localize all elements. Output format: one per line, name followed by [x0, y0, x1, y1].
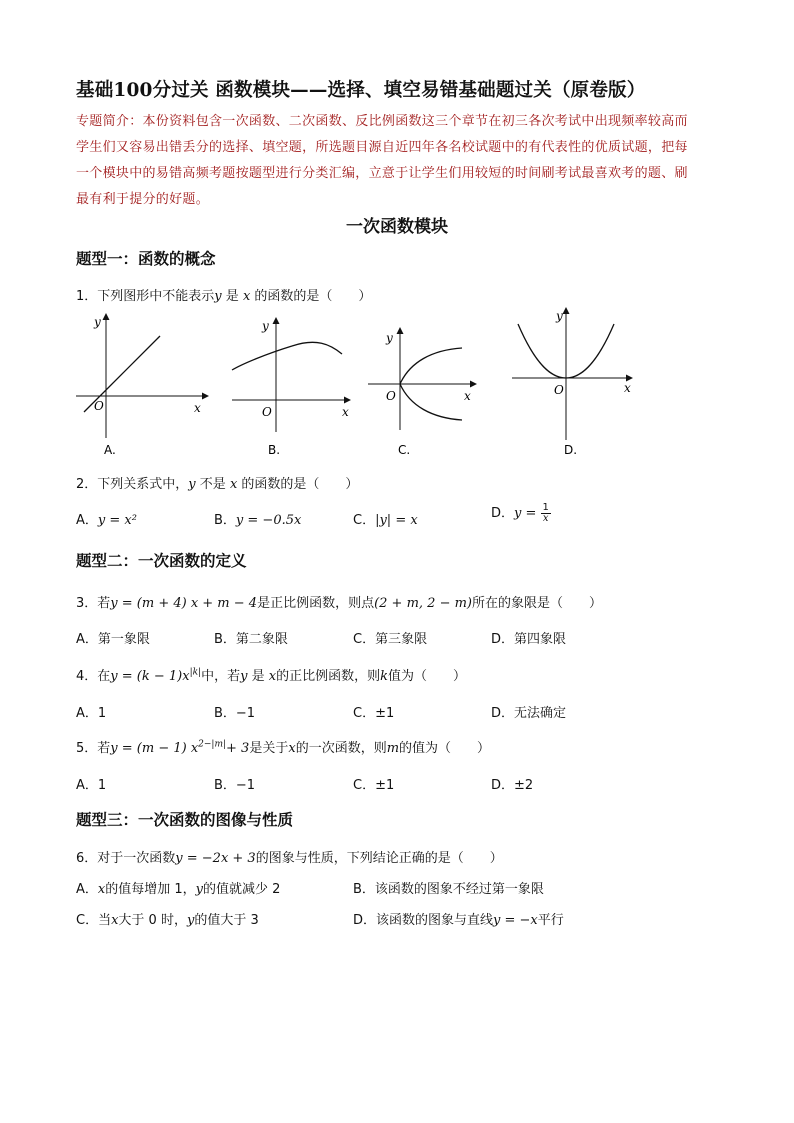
graph-b: [226, 314, 356, 458]
q3-option-a: A．第一象限: [76, 632, 150, 647]
question-text: 1．下列图形中不能表示: [76, 289, 215, 304]
axis-label-y: y: [262, 319, 269, 333]
math-var: x: [229, 477, 238, 492]
option-text: 大于 0 时，: [118, 913, 187, 928]
option-label: D.: [564, 443, 578, 457]
intro-line-4: 最有利于提分的好题。: [76, 192, 210, 207]
q5-option-c: C．±1: [353, 778, 395, 793]
question-2: [76, 473, 358, 492]
q2-option-d: [491, 502, 551, 524]
option-label: D．该函数的图象与直线: [353, 913, 494, 928]
question-text: 3．若: [76, 596, 111, 611]
intro-line-2: 学生们又容易出错丢分的选择、填空题，所选题目源自近四年各名校试题中的有代表性的优质试题，把每: [76, 140, 688, 155]
q2-option-b: [214, 509, 301, 528]
option-text: 平行: [537, 913, 564, 928]
math-exponent: 2−|m|: [198, 739, 227, 750]
section-title-2: 题型二：一次函数的定义: [76, 551, 247, 570]
math-var: y: [188, 477, 196, 492]
chapter-title: 一次函数模块: [346, 217, 448, 237]
option-text: 的值每增加 1，: [105, 882, 196, 897]
math-var: y: [186, 913, 195, 928]
math-var: y: [214, 289, 222, 304]
question-4: [76, 665, 466, 684]
question-text: 中，若: [201, 669, 241, 684]
function-curve: [232, 342, 342, 370]
math-expr: y = (k − 1)x: [110, 669, 190, 684]
axis-label-x: x: [342, 405, 349, 419]
option-label: C．当: [76, 913, 112, 928]
math-expr: y = −2x + 3: [175, 851, 256, 866]
option-text: 的值大于 3: [194, 913, 259, 928]
math-var: x: [288, 741, 296, 756]
q6-option-c: [76, 909, 259, 928]
origin-label: O: [554, 383, 564, 397]
question-text: 不是: [199, 477, 226, 492]
question-text: 的一次函数，则: [295, 741, 387, 756]
question-text: 值为（ ）: [388, 669, 467, 684]
question-text: 所在的象限是（ ）: [472, 596, 603, 611]
q4-option-c: C．±1: [353, 706, 395, 721]
question-text: 是正比例函数，则点: [257, 596, 375, 611]
option-label: C．: [353, 513, 376, 528]
fraction-denominator: x: [542, 513, 549, 524]
math-expr: |y| = x: [375, 513, 418, 528]
q3-option-c: C．第三象限: [353, 632, 428, 647]
option-label: A．: [76, 513, 98, 528]
math-expr: + 3: [226, 741, 250, 756]
math-expr: y = (m + 4) x + m − 4: [110, 596, 258, 611]
option-label: A.: [104, 443, 116, 457]
q5-option-b: B．−1: [214, 778, 256, 793]
math-var: x: [268, 669, 277, 684]
q5-option-d: D．±2: [491, 778, 534, 793]
intro-line-1: 专题简介：本份资料包含一次函数、二次函数、反比例函数这三个章节在初三各次考试中出现频率较高而: [76, 114, 688, 129]
question-text: 的值为（ ）: [399, 741, 491, 756]
math-var: x: [111, 913, 119, 928]
origin-label: O: [386, 389, 396, 403]
option-label: C.: [398, 443, 411, 457]
math-expr: y = −0.5x: [235, 513, 302, 528]
q6-option-a: [76, 878, 280, 897]
axis-label-y: y: [556, 309, 563, 323]
math-var: x: [97, 882, 106, 897]
axis-label-x: x: [624, 381, 631, 395]
axis-label-x: x: [464, 389, 471, 403]
math-expr: (2 + m, 2 − m): [374, 596, 472, 611]
graph-a: [72, 308, 212, 458]
question-text: 的函数的是（ ）: [254, 289, 372, 304]
question-text: 5．若: [76, 741, 111, 756]
option-label: A．: [76, 882, 98, 897]
question-1: [76, 285, 371, 304]
graph-c: [366, 326, 482, 458]
q2-option-c: [353, 509, 418, 528]
fraction-numerator: 1: [542, 502, 549, 513]
math-var: y: [195, 882, 204, 897]
q3-option-d: D．第四象限: [491, 632, 567, 647]
math-var: k: [380, 669, 389, 684]
question-text: 是关于: [249, 741, 289, 756]
q6-option-b: B．该函数的图象不经过第一象限: [353, 882, 544, 897]
math-exponent: |k|: [189, 667, 202, 678]
q4-option-a: A．1: [76, 706, 107, 721]
question-text: 6．对于一次函数: [76, 851, 176, 866]
question-text: 的函数的是（ ）: [241, 477, 359, 492]
q6-option-d: [353, 909, 564, 928]
q5-option-a: A．1: [76, 778, 107, 793]
question-text: 4．在: [76, 669, 111, 684]
question-text: 是: [251, 669, 265, 684]
q4-option-b: B．−1: [214, 706, 256, 721]
math-var: y: [240, 669, 248, 684]
question-6: [76, 847, 503, 866]
question-text: 是: [225, 289, 239, 304]
question-text: 2．下列关系式中，: [76, 477, 189, 492]
fraction: [541, 503, 551, 524]
question-5: [76, 737, 490, 756]
math-var: m: [386, 741, 400, 756]
math-expr: y =: [514, 506, 541, 521]
math-expr: y = (m − 1) x: [110, 741, 199, 756]
q4-option-d: D．无法确定: [491, 706, 567, 721]
math-expr: y = −x: [493, 913, 538, 928]
graph-d: [508, 306, 638, 458]
math-expr: y = x²: [97, 513, 137, 528]
intro-line-3: 一个模块中的易错高频考题按题型进行分类汇编，立意于让学生们用较短的时间刷考试最喜欢考的题、刷: [76, 166, 688, 181]
option-text: 的值就减少 2: [203, 882, 281, 897]
question-text: 的正比例函数，则: [276, 669, 381, 684]
option-label: D．: [491, 506, 515, 521]
origin-label: O: [262, 405, 272, 419]
math-var: x: [242, 289, 251, 304]
option-label: B．: [214, 513, 236, 528]
question-3: [76, 592, 602, 611]
option-label: B.: [268, 443, 281, 457]
page-title: 基础100分过关 函数模块——选择、填空易错基础题过关（原卷版）: [76, 80, 646, 101]
section-title-3: 题型三：一次函数的图像与性质: [76, 810, 294, 829]
q2-option-a: [76, 509, 137, 528]
axis-label-y: y: [386, 331, 393, 345]
section-title-1: 题型一：函数的概念: [76, 249, 216, 268]
axis-label-x: x: [194, 401, 201, 415]
origin-label: O: [94, 399, 104, 413]
question-text: 的图象与性质，下列结论正确的是（ ）: [255, 851, 503, 866]
axis-label-y: y: [94, 315, 101, 329]
q3-option-b: B．第二象限: [214, 632, 288, 647]
